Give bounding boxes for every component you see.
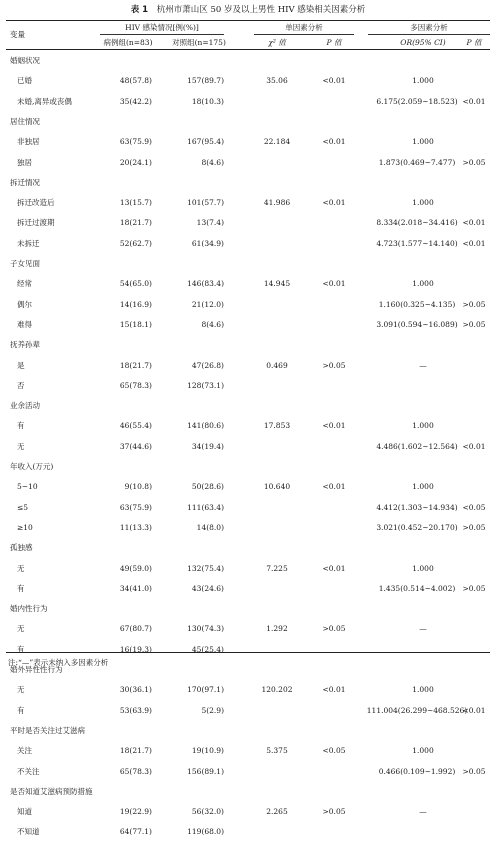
control-value: 128(73.1): [187, 380, 224, 390]
row-label: 有: [17, 583, 25, 593]
case-value: 20(24.1): [119, 157, 152, 167]
row-label: 是: [17, 360, 25, 370]
group-header-row: [0, 50, 496, 70]
uni-p-value: >0.05: [322, 360, 346, 370]
row-label: ≥10: [17, 522, 33, 532]
chi-value: 1.292: [266, 624, 288, 634]
or-value: 0.466(0.109~1.992): [378, 766, 456, 776]
control-value: 47(26.8): [191, 360, 224, 370]
case-value: 13(15.7): [119, 198, 152, 208]
table-row: [0, 314, 496, 334]
row-label: 偶尔: [17, 299, 32, 309]
case-value: 11(13.3): [119, 522, 152, 532]
case-value: 63(75.9): [119, 137, 152, 147]
control-value: 101(57.7): [187, 198, 224, 208]
chi-value: 22.184: [263, 137, 291, 147]
control-value: 130(74.3): [187, 624, 224, 634]
header-group-rule: [100, 34, 224, 35]
table-row: [0, 355, 496, 375]
or-value: —: [419, 360, 427, 370]
uni-p-value: <0.01: [322, 198, 346, 208]
chi-value: 17.853: [263, 421, 291, 431]
header-or: OR(95% CI): [400, 38, 446, 47]
case-value: 9(10.8): [124, 482, 152, 492]
control-value: 167(95.4): [187, 137, 224, 147]
multi-p-value: >0.05: [462, 157, 486, 167]
group-header-row: [0, 395, 496, 415]
table-row: [0, 233, 496, 253]
header-case: 病例组(n=83): [103, 38, 153, 47]
row-label: 非独居: [17, 137, 40, 147]
uni-p-value: <0.01: [322, 563, 346, 573]
case-value: 18(21.7): [119, 218, 152, 228]
row-group-label: 是否知道艾滋病预防措施: [10, 786, 93, 796]
case-value: 18(21.7): [119, 360, 152, 370]
header-control: 对照组(n=175): [172, 38, 226, 47]
row-label: 难得: [17, 319, 32, 329]
header-hiv-group: HIV 感染情况[例(%)]: [125, 23, 199, 32]
case-value: 54(65.0): [119, 279, 152, 289]
table-caption: [0, 4, 496, 16]
table-row: [0, 761, 496, 781]
row-group-label: 拆迁情况: [10, 177, 40, 187]
row-label: 否: [17, 380, 25, 390]
header-multi-rule: [368, 34, 490, 35]
row-label: 未婚,离异或丧偶: [17, 96, 72, 106]
row-label: 关注: [17, 746, 32, 756]
control-value: 14(8.0): [196, 522, 224, 532]
uni-p-value: <0.01: [322, 482, 346, 492]
or-value: 4.412(1.303~14.934): [376, 502, 458, 512]
row-group-label: 婚外异性性行为: [10, 665, 63, 674]
row-label: 有: [17, 644, 25, 654]
row-group-label: 子女见面: [10, 259, 40, 268]
multi-p-value: >0.05: [462, 766, 486, 776]
or-value: 1.000: [412, 482, 434, 492]
row-label: 5~10: [17, 482, 38, 492]
row-group-label: 年收入(万元): [10, 462, 54, 471]
multi-p-value: >0.05: [462, 522, 486, 532]
table-title: 杭州市萧山区 50 岁及以上男性 HIV 感染相关因素分析: [156, 5, 366, 15]
case-value: 49(59.0): [119, 563, 152, 573]
header-multivariate: 多因素分析: [410, 23, 448, 32]
table-row: [0, 700, 496, 720]
control-value: 8(4.6): [201, 157, 224, 167]
case-value: 34(41.0): [119, 583, 152, 593]
multi-p-value: >0.05: [462, 299, 486, 309]
row-label: 无: [17, 685, 25, 695]
or-value: 6.175(2.059~18.523): [376, 96, 458, 106]
row-label: 不关注: [17, 766, 40, 776]
control-value: 146(83.4): [187, 279, 224, 289]
table-row: [0, 192, 496, 212]
control-value: 157(89.7): [187, 76, 224, 86]
or-value: 1.000: [412, 198, 434, 208]
or-value: 111.004(26.299~468.526): [366, 705, 468, 715]
row-label: 已婚: [17, 76, 32, 86]
uni-p-value: <0.01: [322, 76, 346, 86]
row-group-label: 婚内性行为: [10, 604, 48, 614]
uni-p-value: <0.01: [322, 137, 346, 147]
row-label: 拆迁改造后: [17, 198, 55, 208]
table-row: [0, 740, 496, 760]
row-group-label: 平时是否关注过艾滋病: [10, 725, 85, 735]
table-row: [0, 679, 496, 699]
control-value: 43(24.6): [191, 583, 224, 593]
or-value: 1.000: [412, 421, 434, 431]
header-univariate: 单因素分析: [285, 23, 323, 32]
control-value: 141(80.6): [187, 421, 224, 431]
control-value: 170(97.1): [187, 685, 224, 695]
case-value: 35(42.2): [119, 96, 152, 106]
control-value: 18(10.3): [191, 96, 224, 106]
uni-p-value: <0.01: [322, 279, 346, 289]
or-value: 1.000: [412, 137, 434, 147]
case-value: 19(22.9): [119, 807, 152, 817]
or-value: 3.091(0.594~16.089): [376, 319, 458, 329]
or-value: 4.723(1.577~14.140): [376, 238, 458, 248]
control-value: 21(12.0): [191, 299, 224, 309]
row-label: 拆迁过渡期: [17, 218, 55, 228]
multi-p-value: <0.01: [462, 441, 486, 451]
or-value: 1.000: [412, 746, 434, 756]
table-row: [0, 91, 496, 111]
chi-value: 0.469: [266, 360, 288, 370]
row-label: 独居: [17, 157, 32, 167]
table-row: [0, 821, 496, 841]
case-value: 37(44.6): [119, 441, 152, 451]
row-group-label: 孤独感: [10, 543, 33, 553]
group-header-row: [0, 456, 496, 476]
table-row: [0, 273, 496, 293]
or-value: 8.334(2.018~34.416): [376, 218, 458, 228]
case-value: 63(75.9): [119, 502, 152, 512]
table-row: [0, 212, 496, 232]
or-value: 1.000: [412, 76, 434, 86]
group-header-row: [0, 598, 496, 618]
control-value: 111(63.4): [187, 502, 224, 512]
row-label: 未拆迁: [17, 238, 40, 248]
chi-value: 120.202: [261, 685, 293, 695]
control-value: 132(75.4): [187, 563, 224, 573]
header-p2: P 值: [466, 38, 482, 47]
table-row: [0, 618, 496, 638]
group-header-row: [0, 111, 496, 131]
uni-p-value: >0.05: [322, 624, 346, 634]
row-label: 有: [17, 705, 25, 715]
case-value: 65(78.3): [119, 766, 152, 776]
uni-p-value: <0.05: [322, 746, 346, 756]
table-row: [0, 152, 496, 172]
table-row: [0, 70, 496, 90]
table-row: [0, 639, 496, 659]
table-number: 表 1: [130, 5, 149, 15]
table-row: [0, 578, 496, 598]
row-group-label: 居住情况: [10, 116, 40, 126]
case-value: 30(36.1): [119, 685, 152, 695]
case-value: 65(78.3): [119, 380, 152, 390]
control-value: 5(2.9): [201, 705, 224, 715]
uni-p-value: >0.05: [322, 807, 346, 817]
control-value: 119(68.0): [187, 827, 224, 837]
header-uni-rule: [254, 34, 354, 35]
table-row: [0, 517, 496, 537]
table-note: 注:“—”表示未纳入多因素分析: [8, 658, 109, 667]
control-value: 56(32.0): [191, 807, 224, 817]
or-value: 1.435(0.514~4.002): [378, 583, 456, 593]
row-group-label: 婚姻状况: [10, 56, 40, 65]
control-value: 45(25.4): [191, 644, 224, 654]
row-label: 知道: [17, 807, 32, 817]
chi-value: 14.945: [263, 279, 291, 289]
or-value: 4.486(1.602~12.564): [376, 441, 458, 451]
row-label: ≤5: [17, 502, 29, 512]
control-value: 34(19.4): [191, 441, 224, 451]
header-chi: χ² 值: [268, 38, 286, 47]
table-row: [0, 476, 496, 496]
group-header-row: [0, 172, 496, 192]
case-value: 14(16.9): [119, 299, 152, 309]
row-label: 有: [17, 421, 25, 431]
table-row: [0, 294, 496, 314]
table-row: [0, 375, 496, 395]
control-value: 61(34.9): [191, 238, 224, 248]
header-p1: P 值: [326, 38, 342, 47]
or-value: —: [419, 624, 427, 634]
chi-value: 35.06: [266, 76, 288, 86]
table-row: [0, 131, 496, 151]
row-label: 无: [17, 624, 25, 634]
control-value: 156(89.1): [187, 766, 224, 776]
case-value: 52(62.7): [119, 238, 152, 248]
table-row: [0, 801, 496, 821]
multi-p-value: <0.05: [462, 502, 486, 512]
table-row: [0, 436, 496, 456]
chi-value: 5.375: [266, 746, 288, 756]
case-value: 46(55.4): [119, 421, 152, 431]
multi-p-value: <0.01: [462, 218, 486, 228]
top-rule: [6, 20, 490, 21]
multi-p-value: <0.01: [462, 96, 486, 106]
case-value: 15(18.1): [119, 319, 152, 329]
row-group-label: 业余活动: [10, 401, 40, 411]
table-row: [0, 415, 496, 435]
control-value: 8(4.6): [201, 319, 224, 329]
control-value: 19(10.9): [191, 746, 224, 756]
row-label: 无: [17, 441, 25, 451]
case-value: 67(80.7): [119, 624, 152, 634]
case-value: 53(63.9): [119, 705, 152, 715]
control-value: 13(7.4): [196, 218, 224, 228]
multi-p-value: <0.01: [462, 238, 486, 248]
chi-value: 2.265: [266, 807, 288, 817]
group-header-row: [0, 537, 496, 557]
row-label: 不知道: [17, 827, 40, 837]
chi-value: 41.986: [263, 198, 291, 208]
chi-value: 10.640: [263, 482, 291, 492]
header-variable: 变量: [10, 30, 25, 39]
uni-p-value: <0.01: [322, 685, 346, 695]
group-header-row: [0, 253, 496, 273]
or-value: 3.021(0.452~20.170): [376, 522, 458, 532]
control-value: 50(28.6): [191, 482, 224, 492]
row-label: 无: [17, 563, 25, 573]
case-value: 18(21.7): [119, 746, 152, 756]
bottom-rule: [6, 652, 490, 653]
group-header-row: [0, 781, 496, 801]
group-header-row: [0, 334, 496, 354]
or-value: 1.000: [412, 685, 434, 695]
multi-p-value: >0.05: [462, 583, 486, 593]
or-value: 1.000: [412, 563, 434, 573]
chi-value: 7.225: [266, 563, 288, 573]
or-value: —: [419, 807, 427, 817]
table-row: [0, 558, 496, 578]
group-header-row: [0, 720, 496, 740]
multi-p-value: >0.05: [462, 319, 486, 329]
case-value: 48(57.8): [119, 76, 152, 86]
case-value: 64(77.1): [119, 827, 152, 837]
row-label: 经常: [17, 279, 32, 289]
row-group-label: 抚养孙辈: [10, 340, 40, 350]
multi-p-value: <0.01: [462, 705, 486, 715]
table-row: [0, 497, 496, 517]
or-value: 1.873(0.469~7.477): [378, 157, 456, 167]
or-value: 1.000: [412, 279, 434, 289]
uni-p-value: <0.01: [322, 421, 346, 431]
case-value: 16(19.3): [119, 644, 152, 654]
or-value: 1.160(0.325~4.135): [378, 299, 456, 309]
